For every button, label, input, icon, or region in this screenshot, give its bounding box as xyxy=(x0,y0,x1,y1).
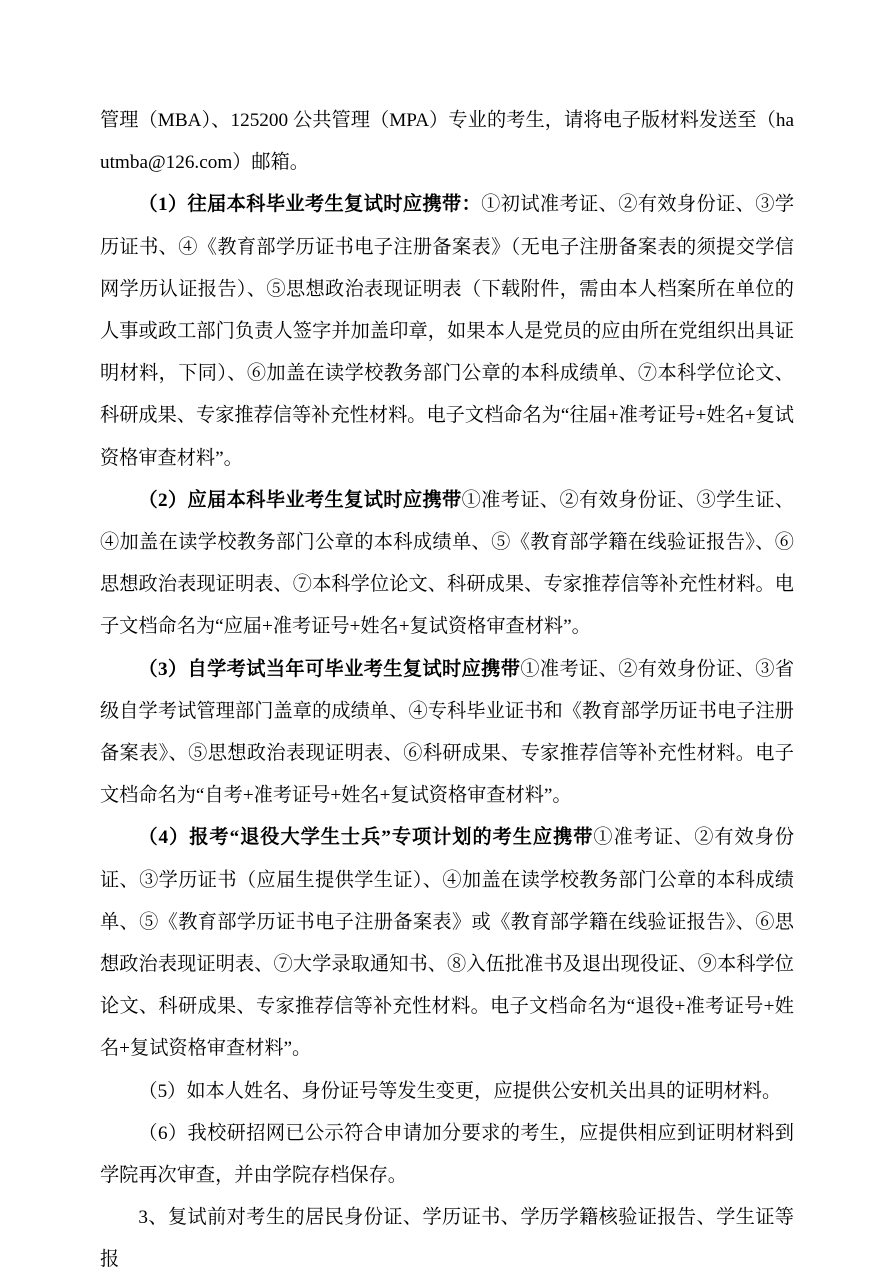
para-item-1 xyxy=(100,184,794,479)
text-run: （5）如本人姓名、身份证号等发生变更，应提供公安机关出具的证明材料。 xyxy=(138,1080,782,1102)
text-run-bold: （1）往届本科毕业考生复试时应携带： xyxy=(138,194,482,216)
text-run: 管理（MBA）、125200 公共管理（MPA）专业的考生，请将电子版材料发送至（hautmba@126.com）邮箱。 xyxy=(100,110,794,174)
text-run-bold: （3）自学考试当年可毕业考生复试时应携带 xyxy=(138,658,521,680)
text-run: ①准考证、②有效身份证、③学生证、④加盖在读学校教务部门公章的本科成绩单、⑤《教育部学籍在线验证报告》、⑥思想政治表现证明表、⑦本科学位论文、科研成果、专家推荐信等补充性材料。电子文档命名为“应届+准考证号+姓名+复试资格审查材料”。 xyxy=(100,489,795,638)
document-body xyxy=(100,100,794,1282)
text-run-bold: （4）报考“退役大学生士兵”专项计划的考生应携带 xyxy=(138,827,594,849)
para-intro-continued xyxy=(100,100,794,184)
para-item-6 xyxy=(100,1113,794,1197)
para-item-2 xyxy=(100,480,794,649)
para-item-3 xyxy=(100,649,794,818)
para-item-7 xyxy=(100,1197,794,1281)
text-run: ①准考证、②有效身份证、③学历证书（应届生提供学生证）、④加盖在读学校教务部门公章的本科成绩单、⑤《教育部学历证书电子注册备案表》或《教育部学籍在线验证报告》、⑥思想政治表现证明表、⑦大学录取通知书、⑧入伍批准书及退出现役证、⑨本科学位论文、科研成果、专家推荐信等补充性材料。电子文档命名为“退役+准考证号+姓名+复试资格审查材料”。 xyxy=(100,827,795,1060)
text-run: 3、复试前对考生的居民身份证、学历证书、学历学籍核验证报告、学生证等报 xyxy=(100,1207,794,1271)
text-run: ①准考证、②有效身份证、③省级自学考试管理部门盖章的成绩单、④专科毕业证书和《教育部学历证书电子注册备案表》、⑤思想政治表现证明表、⑥科研成果、专家推荐信等补充性材料。电子文档命名为“自考+准考证号+姓名+复试资格审查材料”。 xyxy=(100,658,795,807)
text-run: （6）我校研招网已公示符合申请加分要求的考生，应提供相应到证明材料到学院再次审查，并由学院存档保存。 xyxy=(100,1122,794,1187)
text-run: ①初试准考证、②有效身份证、③学历证书、④《教育部学历证书电子注册备案表》（无电子注册备案表的须提交学信网学历认证报告）、⑤思想政治表现证明表（下载附件，需由本人档案所在单位的人事或政工部门负责人签字并加盖印章，如果本人是党员的应由所在党组织出具证明材料，下同）、⑥加盖在读学校教务部门公章的本科成绩单、⑦本科学位论文、科研成果、专家推荐信等补充性材料。电子文档命名为“往届+准考证号+姓名+复试资格审查材料”。 xyxy=(100,194,795,469)
para-item-5 xyxy=(100,1071,794,1113)
para-item-4 xyxy=(100,817,794,1070)
text-run-bold: （2）应届本科毕业考生复试时应携带 xyxy=(138,489,462,511)
